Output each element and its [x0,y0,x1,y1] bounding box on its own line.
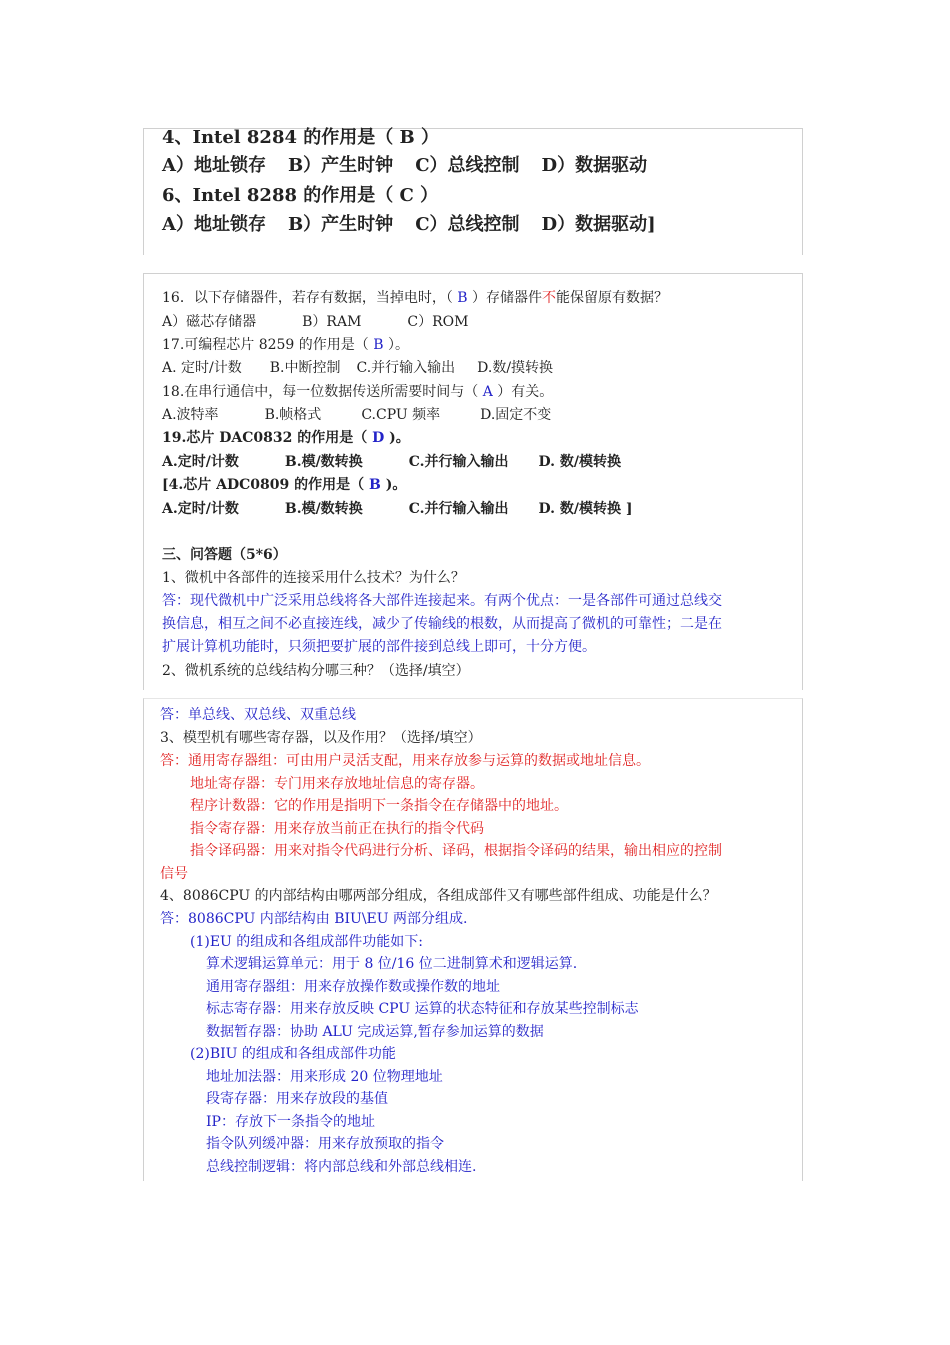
biu-item: 段寄存器：用来存放段的基值 [206,1091,388,1107]
question-17 [162,338,409,352]
question-4 [162,129,439,147]
option-c: C.CPU 频率 [361,407,441,423]
qa-answer-3-line: 地址寄存器：专门用来存放地址信息的寄存器。 [190,776,484,792]
option-d: D. 数/模转换 ] [538,501,633,517]
question-6 [162,187,438,205]
question-text: 4、Intel 8284 的作用是（ [162,127,400,148]
question-18 [162,385,553,399]
biu-item: 总线控制逻辑：将内部总线和外部总线相连. [206,1159,477,1175]
option-a: A）地址锁存 [162,214,266,235]
question-text: ） [413,185,439,206]
question-4b-options [162,502,632,516]
question-6-options [162,216,656,234]
answer-letter: B [399,127,415,148]
answer-letter: B [368,477,381,493]
question-19-options [162,455,621,469]
question-text: ） [414,127,440,148]
answer-letter: C [399,185,414,206]
question-panel-2 [143,273,803,690]
option-b: B）产生时钟 [287,214,394,235]
eu-item: 标志寄存器：用来存放反映 CPU 运算的状态特征和存放某些控制标志 [206,1001,639,1017]
option-a: A. 定时/计数 [162,360,242,376]
question-16 [162,291,668,305]
option-a: A.波特率 [162,407,219,423]
option-a: A.定时/计数 [162,501,239,517]
question-text: ）有关。 [492,384,554,400]
eu-item: 通用寄存器组：用来存放操作数或操作数的地址 [206,979,500,995]
question-17-options [162,361,553,375]
option-b: B）产生时钟 [287,155,394,176]
option-c: C.并行输入输出 [356,360,456,376]
eu-item: 数据暂存器：协助 ALU 完成运算,暂存参加运算的数据 [206,1024,544,1040]
qa-answer-3-line: 答：通用寄存器组：可由用户灵活支配，用来存放参与运算的数据或地址信息。 [160,753,650,769]
question-text: ）。 [383,337,409,353]
question-19 [162,431,410,445]
qa-answer-3-line: 程序计数器：它的作用是指明下一条指令在存储器中的地址。 [190,798,568,814]
qa-answer-3-line: 指令寄存器：用来存放当前正在执行的指令代码 [190,821,484,837]
option-c: C）总线控制 [415,155,520,176]
option-c: C）ROM [407,314,469,330]
qa-answer-1-line: 换信息，相互之间不必直接连线，减少了传输线的根数，从而提高了微机的可靠性；二是在 [162,616,722,632]
question-18-options [162,408,551,422]
option-b: B.帧格式 [264,407,322,423]
question-text: ）存储器件 [467,290,543,306]
option-d: D）数据驱动] [541,214,656,235]
option-c: C.并行输入输出 [408,454,509,470]
option-a: A.定时/计数 [162,454,239,470]
question-4-options [162,157,647,175]
qa-question-2: 2、微机系统的总线结构分哪三种？（选择/填空） [162,663,470,679]
option-d: D）数据驱动 [541,155,648,176]
option-c: C.并行输入输出 [408,501,509,517]
negation-word: 不 [542,290,557,306]
option-d: D.数/摸转换 [477,360,554,376]
eu-heading: (1)EU 的组成和各组成部件功能如下: [190,934,424,950]
eu-item: 算术逻辑运算单元：用于 8 位/16 位二进制算术和逻辑运算. [206,956,578,972]
biu-heading: (2)BIU 的组成和各组成部件功能 [190,1046,396,1062]
question-text: [4.芯片 ADC0809 的作用是（ [162,477,369,493]
option-d: D. 数/模转换 [538,454,621,470]
qa-question-3: 3、模型机有哪些寄存器，以及作用？（选择/填空） [160,730,482,746]
question-text: 19.芯片 DAC0832 的作用是（ [162,430,373,446]
option-b: B）RAM [302,314,362,330]
answer-letter: D [372,430,385,446]
answer-letter: B [373,337,384,353]
qa-answer-3-line: 指令译码器：用来对指令代码进行分析、译码，根据指令译码的结果，输出相应的控制 [190,843,722,859]
option-b: B.中断控制 [269,360,341,376]
biu-item: IP：存放下一条指令的地址 [206,1114,375,1130]
question-text: 6、Intel 8288 的作用是（ [162,185,400,206]
answer-letter: B [457,290,468,306]
option-a: A）磁芯存储器 [162,314,257,330]
question-text: )。 [384,430,410,446]
qa-question-4: 4、8086CPU 的内部结构由哪两部分组成，各组成部件又有哪些部件组成、功能是什么？ [160,888,717,904]
qa-answer-1-line: 扩展计算机功能时，只须把要扩展的部件接到总线上即可，十分方便。 [162,639,596,655]
answer-letter: A [482,384,493,400]
qa-answer-3-line: 信号 [160,866,188,882]
option-b: B.模/数转换 [284,501,363,517]
question-text: 17.可编程芯片 8259 的作用是（ [162,337,374,353]
answer-panel-3 [143,698,803,1181]
question-text: 能保留原有数据？ [556,290,669,306]
option-b: B.模/数转换 [284,454,363,470]
question-panel-1 [143,128,803,255]
question-text: 18.在串行通信中，每一位数据传送所需要时间与（ [162,384,483,400]
qa-answer-4-intro: 答：8086CPU 内部结构由 BIU\EU 两部分组成. [160,911,468,927]
option-c: C）总线控制 [415,214,520,235]
biu-item: 指令队列缓冲器：用来存放预取的指令 [206,1136,444,1152]
option-a: A）地址锁存 [162,155,266,176]
option-d: D.固定不变 [480,407,552,423]
question-text: )。 [380,477,407,493]
question-text: 16．以下存储器件，若存有数据，当掉电时，（ [162,290,458,306]
question-4b [162,478,406,492]
qa-question-1: 1、微机中各部件的连接采用什么技术？为什么？ [162,570,465,586]
qa-answer-2: 答：单总线、双总线、双重总线 [160,707,356,723]
qa-answer-1-line: 答：现代微机中广泛采用总线将各大部件连接起来。有两个优点：一是各部件可通过总线交 [162,593,722,609]
biu-item: 地址加法器：用来形成 20 位物理地址 [206,1069,443,1085]
question-16-options [162,315,468,329]
section-heading: 三、问答题（5*6） [162,547,287,563]
